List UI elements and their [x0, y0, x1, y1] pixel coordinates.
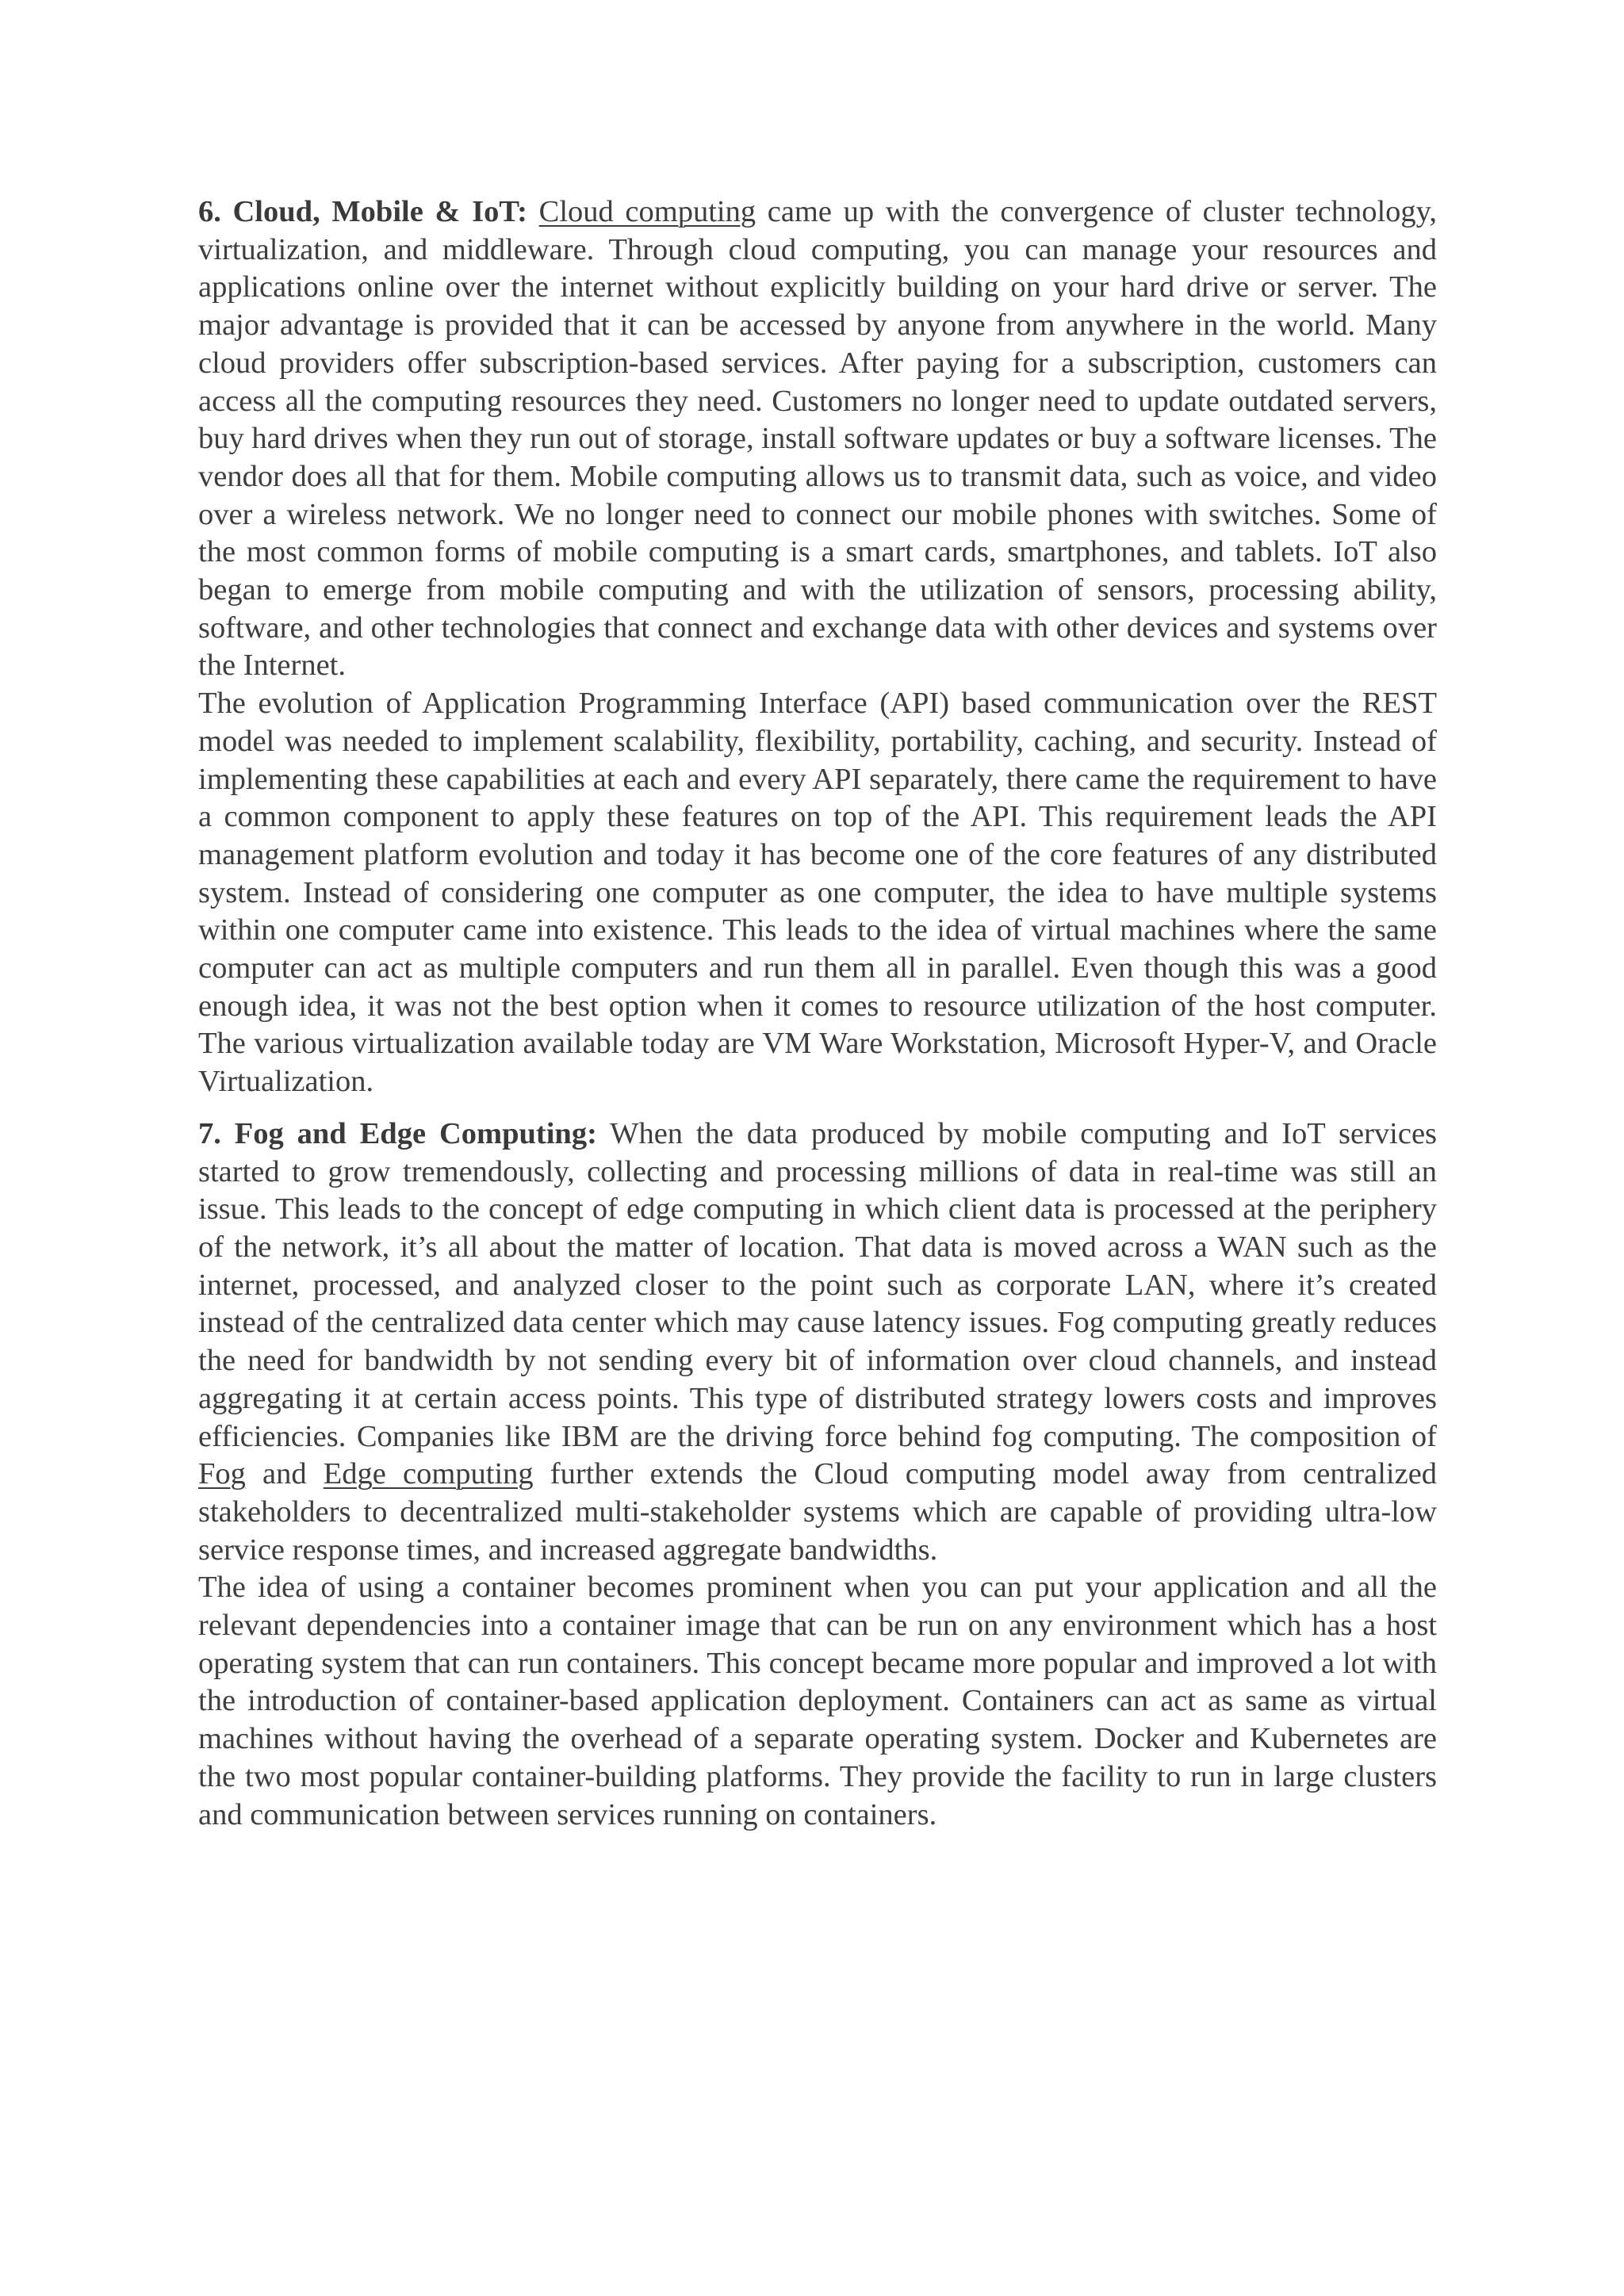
section-6-paragraph-1-text: came up with the convergence of cluster technology, virtualization, and middleware. Through cloud computing, you can manage your resources and applications online over the internet without explicitly building on your hard drive or server. The major advantage is provided that it can be accessed by anyone from anywhere in the world. Many cloud providers offer subscription-based services. After paying for a subscription, customers can access all the computing resources they need. Customers no longer need to update outdated servers, buy hard drives when they run out of storage, install software updates or buy a software licenses. The vendor does all that for them. Mobile computing allows us to transmit data, such as voice, and video over a wireless network. We no longer need to connect our mobile phones with switches. Some of the most common forms of mobile computing is a smart cards, smartphones, and tablets. IoT also began to emerge from mobile computing and with the utilization of sensors, processing ability, software, and other technologies that connect and exchange data with other devices and systems over the Internet. — [198, 195, 1438, 683]
section-6-heading: 6. Cloud, Mobile & IoT: — [198, 195, 528, 228]
section-7-and-text: and — [262, 1457, 307, 1491]
fog-link[interactable]: Fog — [198, 1457, 246, 1491]
section-7-paragraph-2: The idea of using a container becomes prominent when you can put your application and all the relevant dependencies into a container image that can be run on any environment which has a host operating system that can run containers. This concept became more popular and improved a lot with the introduction of container-based application deployment. Containers can act as same as virtual machines without having the overhead of a separate operating system. Docker and Kubernetes are the two most popular container-building platforms. They provide the facility to run in large clusters and communication between services running on containers. — [198, 1571, 1437, 1831]
section-7-heading: 7. Fog and Edge Computing: — [198, 1116, 597, 1150]
section-7-paragraph-1-text-a: When the data produced by mobile computing and IoT services started to grow tremendously, collecting and processing millions of data in real-time was still an issue. This leads to the concept of edge computing in which client data is processed at the periphery of the network, it’s all about the matter of location. That data is moved across a WAN such as the internet, processed, and analyzed closer to the point such as corporate LAN, where it’s created instead of the centralized data center which may cause latency issues. Fog computing greatly reduces the need for bandwidth by not sending every bit of information over cloud channels, and instead aggregating it at certain access points. This type of distributed strategy lowers costs and improves efficiencies. Companies like IBM are the driving force behind fog computing. The composition of — [198, 1116, 1438, 1453]
section-6-paragraph-1 — [198, 193, 1437, 685]
section-7-paragraph-1 — [198, 1115, 1437, 1569]
cloud-computing-link[interactable]: Cloud computing — [538, 195, 756, 228]
section-7-paragraph-1-text-b: further extends the Cloud computing model away from centralized stakeholders to decentralized multi-stakeholder systems which are capable of providing ultra-low service response times, and increased aggregate bandwidths. — [198, 1457, 1438, 1567]
document-body — [198, 193, 1437, 1834]
edge-computing-link[interactable]: Edge computing — [323, 1457, 534, 1491]
section-6-paragraph-2: The evolution of Application Programming Interface (API) based communication over the REST model was needed to implement scalability, flexibility, portability, caching, and security. Instead of implementing these capabilities at each and every API separately, there came the requirement to have a common component to apply these features on top of the API. This requirement leads the API management platform evolution and today it has become one of the core features of any distributed system. Instead of considering one computer as one computer, the idea to have multiple systems within one computer came into existence. This leads to the idea of virtual machines where the same computer can act as multiple computers and run them all in parallel. Even though this was a good enough idea, it was not the best option when it comes to resource utilization of the host computer. The various virtualization available today are VM Ware Workstation, Microsoft Hyper-V, and Oracle Virtualization. — [198, 687, 1437, 1099]
